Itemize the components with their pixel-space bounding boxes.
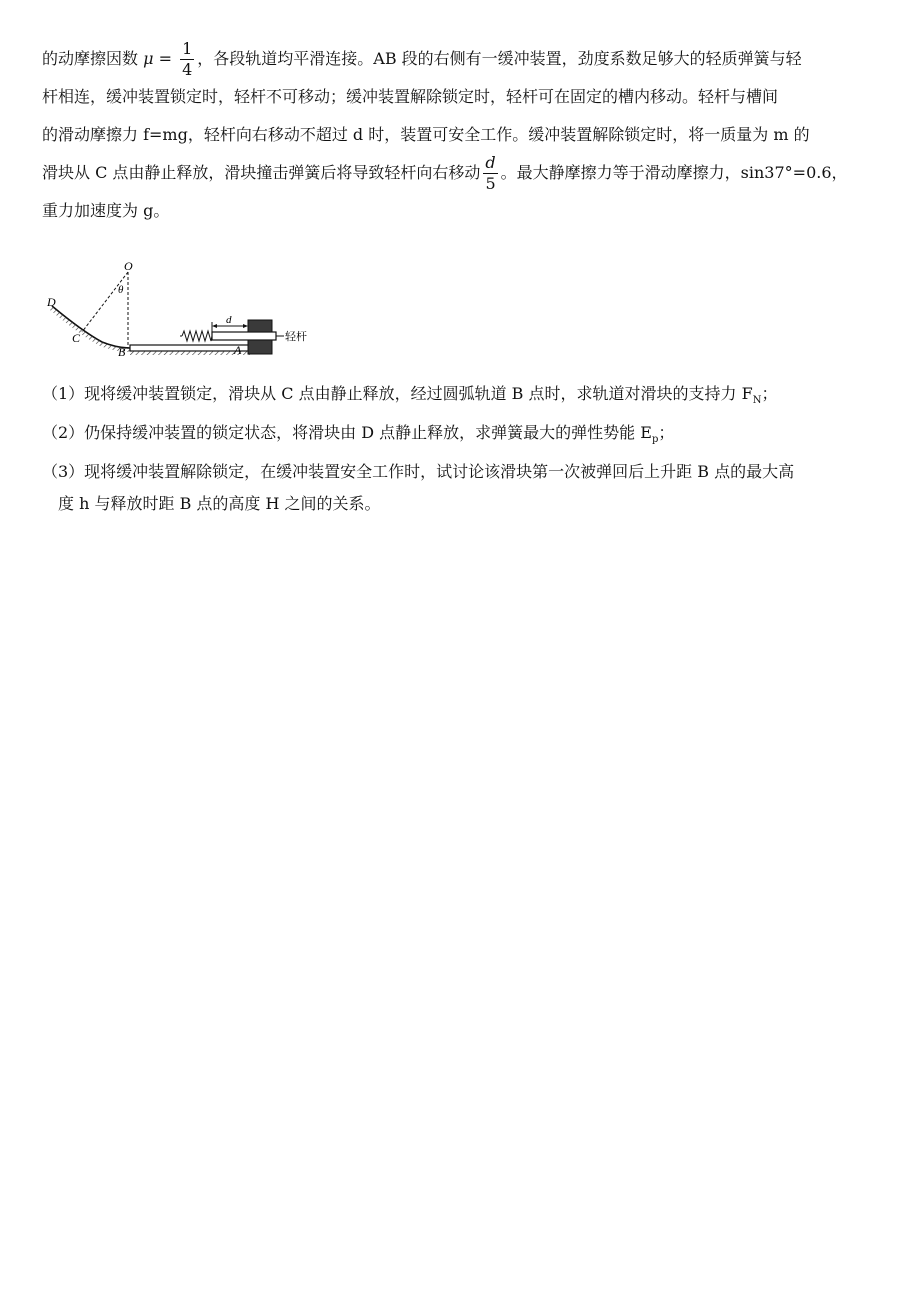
question-3: （3）现将缓冲装置解除锁定，在缓冲装置安全工作时，试讨论该滑块第一次被弹回后上升距 B 点的最大高 [42,462,795,482]
question-1-end: ； [761,384,778,403]
label-theta: θ [118,284,124,296]
fraction-numerator: d [485,153,496,172]
question-2-end: ； [658,423,675,443]
track-diagram [42,256,322,366]
label-b: B [118,345,126,359]
label-c: C [72,331,81,345]
flat-track [130,345,250,351]
intro-line-2: 杆相连，缓冲装置锁定时，轻杆不可移动；缓冲装置解除锁定时，轻杆可在固定的槽内移动。轻杆与槽间 [42,87,779,106]
label-rod: 轻杆 [285,330,307,343]
light-rod [212,332,276,340]
label-o: O [124,259,133,273]
flat-track-hatch [130,351,250,355]
fraction-numerator: 1 [182,39,193,58]
intro-line-4 [42,154,868,192]
intro-paragraph [42,40,868,230]
subscript-n: N [752,395,762,407]
subscript-p: p [651,434,659,446]
text-segment: 滑块从 C 点由静止释放，滑块撞击弹簧后将导致轻杆向右移动 [42,163,481,182]
question-list [42,378,868,520]
fraction-denominator: 5 [485,174,496,193]
mu-symbol: μ [143,49,154,68]
question-1 [42,378,868,417]
text-segment: ，各段轨道均平滑连接。AB 段的右侧有一缓冲装置，劲度系数足够大的轻质弹簧与轻 [197,49,802,68]
intro-line-3: 的滑动摩擦力 f=mg，轻杆向右移动不超过 d 时，装置可安全工作。缓冲装置解除锁定时，将一质量为 m 的 [42,125,810,144]
question-3-continued: 度 h 与释放时距 B 点的高度 H 之间的关系。 [58,494,381,514]
mu-fraction [180,41,194,78]
fraction-denominator: 4 [182,60,193,79]
problem-text [42,40,868,230]
text-segment: 。最大静摩擦力等于滑动摩擦力，sin37°=0.6， [500,163,848,182]
label-d-length: d [226,314,232,326]
intro-line-1 [42,40,868,78]
equals-sign: = [153,49,178,68]
curved-track [52,306,130,348]
buffer-block-top [248,320,272,332]
question-2-text: （2）仍保持缓冲装置的锁定状态，将滑块由 D 点静止释放，求弹簧最大的弹性势能 E [42,423,652,443]
intro-line-5: 重力加速度为 g。 [42,201,170,220]
spring [182,331,212,341]
question-2 [42,417,868,456]
buffer-block-bottom [248,340,272,354]
track-diagram-svg [42,256,322,366]
label-a: A [234,343,242,357]
d-arrowhead-left [212,324,217,328]
d-fraction [483,155,497,192]
text-segment: 的动摩擦因数 [42,49,144,68]
label-d-point: D [47,295,56,309]
question-1-text: （1）现将缓冲装置锁定，滑块从 C 点由静止释放，经过圆弧轨道 B 点时，求轨道对滑块的支持力 F [42,384,753,403]
radius-line-oc [82,272,128,332]
d-arrowhead-right [243,324,248,328]
